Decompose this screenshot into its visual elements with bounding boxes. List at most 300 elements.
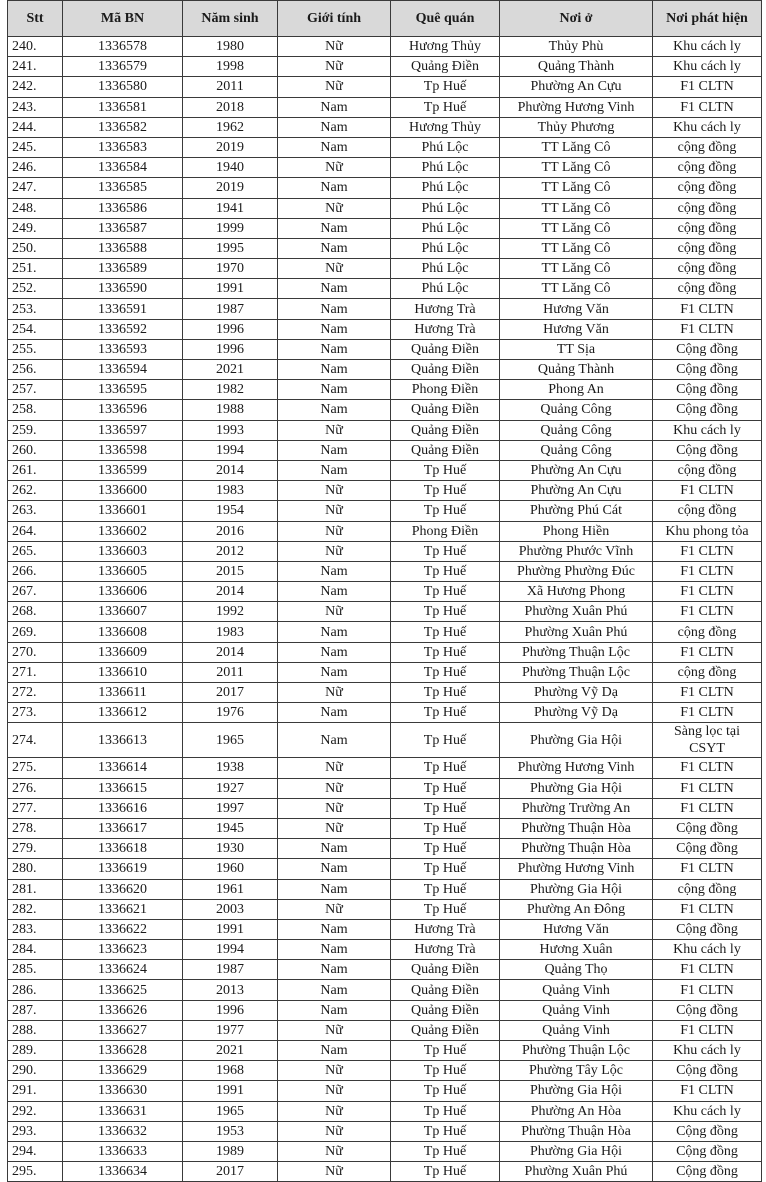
cell-hometown: Hương Thủy xyxy=(391,37,500,57)
cell-stt: 276. xyxy=(8,778,63,798)
cell-stt: 291. xyxy=(8,1081,63,1101)
cell-stt: 283. xyxy=(8,919,63,939)
cell-birth-year: 2021 xyxy=(183,1041,278,1061)
cell-patient-id: 1336579 xyxy=(63,57,183,77)
cell-detection-place: F1 CLTN xyxy=(653,319,762,339)
cell-patient-id: 1336606 xyxy=(63,582,183,602)
cell-stt: 265. xyxy=(8,541,63,561)
cell-stt: 257. xyxy=(8,380,63,400)
cell-birth-year: 2019 xyxy=(183,178,278,198)
cell-hometown: Quảng Điền xyxy=(391,339,500,359)
cell-stt: 247. xyxy=(8,178,63,198)
table-row xyxy=(8,582,762,602)
cell-patient-id: 1336603 xyxy=(63,541,183,561)
cell-detection-place: F1 CLTN xyxy=(653,1081,762,1101)
cell-birth-year: 1970 xyxy=(183,259,278,279)
cell-hometown: Quảng Điền xyxy=(391,1000,500,1020)
cell-gender: Nữ xyxy=(278,1061,391,1081)
table-row xyxy=(8,218,762,238)
cell-residence: Phường Xuân Phú xyxy=(500,1162,653,1182)
cell-gender: Nữ xyxy=(278,77,391,97)
cell-birth-year: 2015 xyxy=(183,561,278,581)
cell-detection-place: Khu cách ly xyxy=(653,57,762,77)
cell-residence: Phường An Cựu xyxy=(500,77,653,97)
cell-detection-place: Cộng đồng xyxy=(653,1141,762,1161)
cell-residence: Quảng Công xyxy=(500,440,653,460)
cell-gender: Nam xyxy=(278,279,391,299)
cell-residence: TT Sịa xyxy=(500,339,653,359)
cell-residence: Phường Gia Hội xyxy=(500,879,653,899)
cell-gender: Nam xyxy=(278,879,391,899)
cell-birth-year: 1993 xyxy=(183,420,278,440)
cell-stt: 282. xyxy=(8,899,63,919)
cell-hometown: Tp Huế xyxy=(391,481,500,501)
cell-detection-place: Khu cách ly xyxy=(653,940,762,960)
cell-birth-year: 1968 xyxy=(183,1061,278,1081)
cell-hometown: Tp Huế xyxy=(391,97,500,117)
cell-hometown: Tp Huế xyxy=(391,899,500,919)
table-row xyxy=(8,602,762,622)
cell-patient-id: 1336623 xyxy=(63,940,183,960)
cell-patient-id: 1336612 xyxy=(63,703,183,723)
cell-hometown: Phú Lộc xyxy=(391,238,500,258)
cell-birth-year: 2019 xyxy=(183,137,278,157)
cell-stt: 255. xyxy=(8,339,63,359)
cell-patient-id: 1336610 xyxy=(63,662,183,682)
cell-residence: Phường Gia Hội xyxy=(500,778,653,798)
cell-detection-place: Khu cách ly xyxy=(653,420,762,440)
cell-stt: 253. xyxy=(8,299,63,319)
cell-detection-place: Sàng lọc tại CSYT xyxy=(653,723,762,758)
table-row xyxy=(8,117,762,137)
cell-patient-id: 1336586 xyxy=(63,198,183,218)
cell-birth-year: 2014 xyxy=(183,582,278,602)
cell-gender: Nam xyxy=(278,561,391,581)
cell-hometown: Tp Huế xyxy=(391,683,500,703)
cell-patient-id: 1336609 xyxy=(63,642,183,662)
cell-detection-place: F1 CLTN xyxy=(653,899,762,919)
cell-patient-id: 1336619 xyxy=(63,859,183,879)
cell-residence: Quảng Thành xyxy=(500,360,653,380)
cell-residence: Phường Thuận Lộc xyxy=(500,642,653,662)
table-row xyxy=(8,1000,762,1020)
table-row xyxy=(8,839,762,859)
cell-stt: 274. xyxy=(8,723,63,758)
cell-hometown: Tp Huế xyxy=(391,561,500,581)
cell-detection-place: cộng đồng xyxy=(653,259,762,279)
cell-gender: Nam xyxy=(278,339,391,359)
cell-stt: 254. xyxy=(8,319,63,339)
cell-residence: Phong An xyxy=(500,380,653,400)
table-row xyxy=(8,178,762,198)
table-row xyxy=(8,1041,762,1061)
cell-stt: 286. xyxy=(8,980,63,1000)
cell-residence: Phường Thuận Hòa xyxy=(500,1121,653,1141)
cell-gender: Nam xyxy=(278,622,391,642)
cell-birth-year: 2018 xyxy=(183,97,278,117)
cell-detection-place: Khu cách ly xyxy=(653,37,762,57)
cell-hometown: Tp Huế xyxy=(391,501,500,521)
table-row xyxy=(8,137,762,157)
cell-detection-place: F1 CLTN xyxy=(653,683,762,703)
cell-stt: 289. xyxy=(8,1041,63,1061)
cell-detection-place: Cộng đồng xyxy=(653,818,762,838)
cell-patient-id: 1336615 xyxy=(63,778,183,798)
cell-birth-year: 1992 xyxy=(183,602,278,622)
cell-stt: 287. xyxy=(8,1000,63,1020)
cell-detection-place: F1 CLTN xyxy=(653,582,762,602)
cell-patient-id: 1336608 xyxy=(63,622,183,642)
header-patient-id: Mã BN xyxy=(63,1,183,37)
cell-gender: Nữ xyxy=(278,602,391,622)
cell-patient-id: 1336632 xyxy=(63,1121,183,1141)
cell-hometown: Tp Huế xyxy=(391,879,500,899)
cell-detection-place: F1 CLTN xyxy=(653,798,762,818)
table-row xyxy=(8,1121,762,1141)
cell-birth-year: 2014 xyxy=(183,460,278,480)
cell-birth-year: 2017 xyxy=(183,683,278,703)
cell-residence: Phường Hương Vinh xyxy=(500,97,653,117)
cell-stt: 272. xyxy=(8,683,63,703)
cell-patient-id: 1336595 xyxy=(63,380,183,400)
cell-birth-year: 1960 xyxy=(183,859,278,879)
cell-detection-place: cộng đồng xyxy=(653,158,762,178)
cell-detection-place: Cộng đồng xyxy=(653,339,762,359)
cell-hometown: Phú Lộc xyxy=(391,259,500,279)
cell-patient-id: 1336587 xyxy=(63,218,183,238)
cell-gender: Nam xyxy=(278,1000,391,1020)
cell-gender: Nữ xyxy=(278,420,391,440)
cell-stt: 244. xyxy=(8,117,63,137)
cell-residence: Phường An Đông xyxy=(500,899,653,919)
cell-birth-year: 2012 xyxy=(183,541,278,561)
cell-birth-year: 1999 xyxy=(183,218,278,238)
cell-detection-place: cộng đồng xyxy=(653,622,762,642)
cell-residence: TT Lăng Cô xyxy=(500,279,653,299)
table-row xyxy=(8,460,762,480)
cell-birth-year: 1976 xyxy=(183,703,278,723)
table-row xyxy=(8,420,762,440)
cell-residence: Phường Xuân Phú xyxy=(500,622,653,642)
cell-patient-id: 1336590 xyxy=(63,279,183,299)
cell-stt: 273. xyxy=(8,703,63,723)
table-row xyxy=(8,662,762,682)
cell-birth-year: 1938 xyxy=(183,758,278,778)
cell-residence: Phường Thuận Hòa xyxy=(500,839,653,859)
cell-gender: Nữ xyxy=(278,1121,391,1141)
cell-detection-place: Cộng đồng xyxy=(653,1121,762,1141)
cell-hometown: Tp Huế xyxy=(391,859,500,879)
cell-gender: Nam xyxy=(278,582,391,602)
cell-stt: 260. xyxy=(8,440,63,460)
cell-residence: Phường Thuận Hòa xyxy=(500,818,653,838)
cell-birth-year: 2016 xyxy=(183,521,278,541)
cell-gender: Nữ xyxy=(278,57,391,77)
table-row xyxy=(8,299,762,319)
cell-stt: 277. xyxy=(8,798,63,818)
cell-birth-year: 1997 xyxy=(183,798,278,818)
cell-birth-year: 1996 xyxy=(183,319,278,339)
cell-stt: 242. xyxy=(8,77,63,97)
cell-gender: Nam xyxy=(278,440,391,460)
table-row xyxy=(8,319,762,339)
cell-stt: 279. xyxy=(8,839,63,859)
cell-gender: Nam xyxy=(278,642,391,662)
cell-birth-year: 1930 xyxy=(183,839,278,859)
table-body xyxy=(8,37,762,1182)
cell-gender: Nữ xyxy=(278,683,391,703)
cell-birth-year: 2011 xyxy=(183,77,278,97)
cell-patient-id: 1336628 xyxy=(63,1041,183,1061)
cell-birth-year: 1983 xyxy=(183,622,278,642)
cell-residence: TT Lăng Cô xyxy=(500,158,653,178)
cell-residence: Phường An Cựu xyxy=(500,460,653,480)
cell-stt: 271. xyxy=(8,662,63,682)
table-row xyxy=(8,1141,762,1161)
cell-residence: TT Lăng Cô xyxy=(500,238,653,258)
cell-hometown: Quảng Điền xyxy=(391,980,500,1000)
cell-stt: 249. xyxy=(8,218,63,238)
table-row xyxy=(8,57,762,77)
cell-patient-id: 1336599 xyxy=(63,460,183,480)
cell-hometown: Tp Huế xyxy=(391,541,500,561)
cell-detection-place: Cộng đồng xyxy=(653,919,762,939)
cell-detection-place: Khu phong tỏa xyxy=(653,521,762,541)
table-row xyxy=(8,622,762,642)
cell-stt: 261. xyxy=(8,460,63,480)
cell-gender: Nam xyxy=(278,839,391,859)
cell-birth-year: 1965 xyxy=(183,1101,278,1121)
cell-stt: 268. xyxy=(8,602,63,622)
cell-detection-place: cộng đồng xyxy=(653,218,762,238)
table-row xyxy=(8,683,762,703)
cell-hometown: Quảng Điền xyxy=(391,960,500,980)
cell-hometown: Tp Huế xyxy=(391,758,500,778)
cell-gender: Nam xyxy=(278,460,391,480)
cell-hometown: Tp Huế xyxy=(391,778,500,798)
cell-patient-id: 1336591 xyxy=(63,299,183,319)
cell-detection-place: Cộng đồng xyxy=(653,440,762,460)
table-row xyxy=(8,198,762,218)
cell-stt: 285. xyxy=(8,960,63,980)
cell-detection-place: Cộng đồng xyxy=(653,839,762,859)
cell-residence: Phường Trường An xyxy=(500,798,653,818)
cell-stt: 269. xyxy=(8,622,63,642)
table-row xyxy=(8,723,762,758)
cell-stt: 262. xyxy=(8,481,63,501)
table-row xyxy=(8,1162,762,1182)
cell-residence: Phường Gia Hội xyxy=(500,1141,653,1161)
cell-hometown: Tp Huế xyxy=(391,602,500,622)
cell-birth-year: 1991 xyxy=(183,919,278,939)
cell-detection-place: F1 CLTN xyxy=(653,77,762,97)
cell-birth-year: 1987 xyxy=(183,960,278,980)
table-row xyxy=(8,501,762,521)
cell-detection-place: Cộng đồng xyxy=(653,400,762,420)
cell-residence: Quảng Công xyxy=(500,420,653,440)
cell-residence: Phường Phú Cát xyxy=(500,501,653,521)
cell-detection-place: cộng đồng xyxy=(653,137,762,157)
cell-stt: 241. xyxy=(8,57,63,77)
cell-stt: 293. xyxy=(8,1121,63,1141)
cell-patient-id: 1336629 xyxy=(63,1061,183,1081)
cell-hometown: Hương Trà xyxy=(391,299,500,319)
cell-gender: Nam xyxy=(278,940,391,960)
cell-residence: Phường Phường Đúc xyxy=(500,561,653,581)
cell-gender: Nữ xyxy=(278,1162,391,1182)
cell-residence: Phường An Hòa xyxy=(500,1101,653,1121)
cell-stt: 259. xyxy=(8,420,63,440)
cell-hometown: Hương Trà xyxy=(391,319,500,339)
cell-stt: 292. xyxy=(8,1101,63,1121)
cell-residence: Phường Gia Hội xyxy=(500,723,653,758)
cell-patient-id: 1336624 xyxy=(63,960,183,980)
cell-patient-id: 1336596 xyxy=(63,400,183,420)
cell-patient-id: 1336605 xyxy=(63,561,183,581)
cell-patient-id: 1336583 xyxy=(63,137,183,157)
table-row xyxy=(8,77,762,97)
cell-gender: Nam xyxy=(278,723,391,758)
cell-residence: Phường Phước Vĩnh xyxy=(500,541,653,561)
cell-hometown: Tp Huế xyxy=(391,662,500,682)
header-birth-year: Năm sinh xyxy=(183,1,278,37)
cell-gender: Nữ xyxy=(278,899,391,919)
cell-patient-id: 1336630 xyxy=(63,1081,183,1101)
table-row xyxy=(8,400,762,420)
cell-residence: TT Lăng Cô xyxy=(500,178,653,198)
patient-table xyxy=(7,0,762,1182)
cell-birth-year: 2011 xyxy=(183,662,278,682)
cell-gender: Nữ xyxy=(278,818,391,838)
cell-gender: Nam xyxy=(278,238,391,258)
cell-detection-place: cộng đồng xyxy=(653,198,762,218)
cell-residence: Quảng Vinh xyxy=(500,1000,653,1020)
cell-hometown: Hương Trà xyxy=(391,919,500,939)
table-row xyxy=(8,440,762,460)
cell-hometown: Tp Huế xyxy=(391,460,500,480)
cell-patient-id: 1336625 xyxy=(63,980,183,1000)
cell-hometown: Tp Huế xyxy=(391,642,500,662)
cell-patient-id: 1336588 xyxy=(63,238,183,258)
cell-birth-year: 1962 xyxy=(183,117,278,137)
cell-gender: Nam xyxy=(278,137,391,157)
table-row xyxy=(8,758,762,778)
table-row xyxy=(8,97,762,117)
table-row xyxy=(8,859,762,879)
cell-gender: Nam xyxy=(278,218,391,238)
cell-gender: Nam xyxy=(278,703,391,723)
table-row xyxy=(8,980,762,1000)
cell-hometown: Tp Huế xyxy=(391,1101,500,1121)
cell-residence: Quảng Vinh xyxy=(500,980,653,1000)
cell-patient-id: 1336600 xyxy=(63,481,183,501)
cell-hometown: Phú Lộc xyxy=(391,137,500,157)
cell-birth-year: 1994 xyxy=(183,940,278,960)
cell-residence: Phường Thuận Lộc xyxy=(500,662,653,682)
cell-birth-year: 1989 xyxy=(183,1141,278,1161)
cell-residence: Phường Gia Hội xyxy=(500,1081,653,1101)
cell-birth-year: 1980 xyxy=(183,37,278,57)
cell-detection-place: cộng đồng xyxy=(653,662,762,682)
table-row xyxy=(8,798,762,818)
table-row xyxy=(8,1061,762,1081)
cell-residence: Quảng Thành xyxy=(500,57,653,77)
cell-gender: Nam xyxy=(278,960,391,980)
cell-gender: Nữ xyxy=(278,798,391,818)
cell-birth-year: 1991 xyxy=(183,279,278,299)
cell-stt: 256. xyxy=(8,360,63,380)
cell-hometown: Tp Huế xyxy=(391,77,500,97)
cell-stt: 243. xyxy=(8,97,63,117)
cell-gender: Nam xyxy=(278,178,391,198)
cell-patient-id: 1336578 xyxy=(63,37,183,57)
cell-detection-place: Cộng đồng xyxy=(653,380,762,400)
table-row xyxy=(8,158,762,178)
cell-hometown: Tp Huế xyxy=(391,839,500,859)
cell-residence: Phường Xuân Phú xyxy=(500,602,653,622)
cell-hometown: Phú Lộc xyxy=(391,158,500,178)
cell-birth-year: 1987 xyxy=(183,299,278,319)
cell-hometown: Phú Lộc xyxy=(391,218,500,238)
table-row xyxy=(8,899,762,919)
cell-patient-id: 1336634 xyxy=(63,1162,183,1182)
cell-patient-id: 1336633 xyxy=(63,1141,183,1161)
cell-patient-id: 1336617 xyxy=(63,818,183,838)
cell-stt: 267. xyxy=(8,582,63,602)
cell-hometown: Tp Huế xyxy=(391,1162,500,1182)
cell-birth-year: 1945 xyxy=(183,818,278,838)
cell-gender: Nữ xyxy=(278,501,391,521)
cell-birth-year: 1941 xyxy=(183,198,278,218)
cell-hometown: Quảng Điền xyxy=(391,360,500,380)
cell-birth-year: 1954 xyxy=(183,501,278,521)
cell-detection-place: cộng đồng xyxy=(653,879,762,899)
cell-residence: Phường Hương Vinh xyxy=(500,859,653,879)
cell-birth-year: 1995 xyxy=(183,238,278,258)
table-row xyxy=(8,703,762,723)
cell-residence: Quảng Vinh xyxy=(500,1020,653,1040)
header-detection-place: Nơi phát hiện xyxy=(653,1,762,37)
table-row xyxy=(8,481,762,501)
cell-patient-id: 1336611 xyxy=(63,683,183,703)
cell-patient-id: 1336618 xyxy=(63,839,183,859)
cell-birth-year: 1927 xyxy=(183,778,278,798)
cell-patient-id: 1336594 xyxy=(63,360,183,380)
cell-gender: Nam xyxy=(278,400,391,420)
table-row xyxy=(8,778,762,798)
cell-stt: 278. xyxy=(8,818,63,838)
cell-hometown: Tp Huế xyxy=(391,1061,500,1081)
cell-stt: 275. xyxy=(8,758,63,778)
cell-birth-year: 2003 xyxy=(183,899,278,919)
cell-hometown: Tp Huế xyxy=(391,622,500,642)
cell-stt: 250. xyxy=(8,238,63,258)
cell-hometown: Tp Huế xyxy=(391,818,500,838)
cell-residence: Quảng Thọ xyxy=(500,960,653,980)
table-row xyxy=(8,818,762,838)
cell-residence: Thủy Phương xyxy=(500,117,653,137)
table-row xyxy=(8,561,762,581)
cell-gender: Nam xyxy=(278,360,391,380)
cell-gender: Nữ xyxy=(278,758,391,778)
cell-residence: Quảng Công xyxy=(500,400,653,420)
cell-hometown: Tp Huế xyxy=(391,1141,500,1161)
cell-residence: Phường Thuận Lộc xyxy=(500,1041,653,1061)
cell-hometown: Phú Lộc xyxy=(391,279,500,299)
cell-stt: 266. xyxy=(8,561,63,581)
cell-stt: 270. xyxy=(8,642,63,662)
cell-gender: Nữ xyxy=(278,541,391,561)
